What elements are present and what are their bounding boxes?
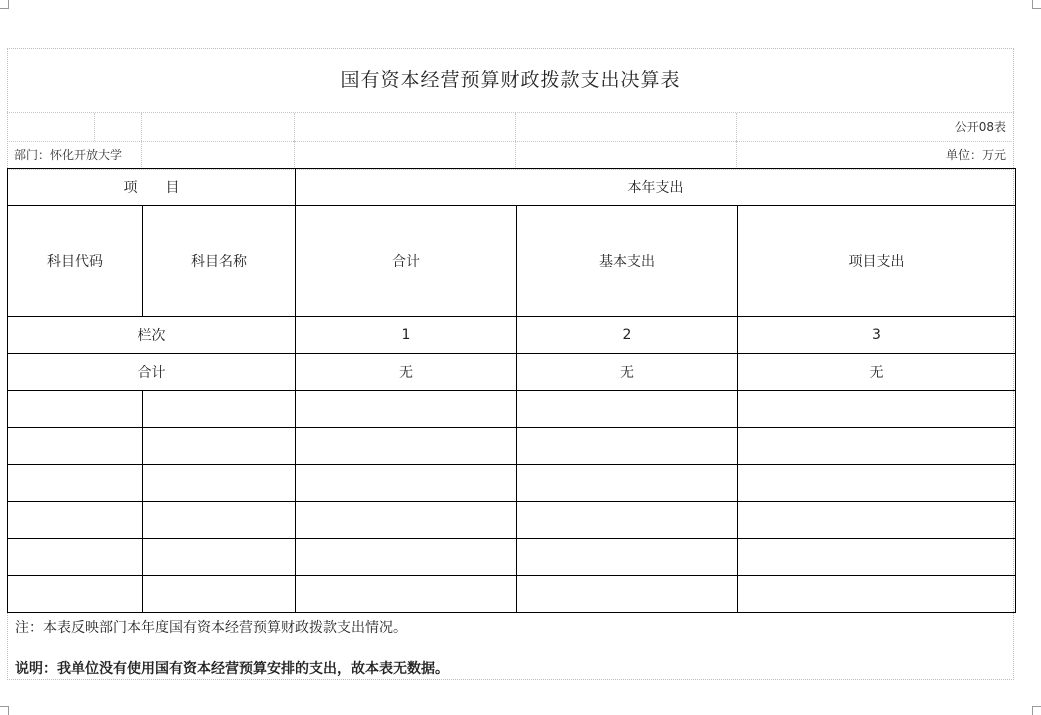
table-row (8, 391, 1016, 428)
table-header-row (8, 169, 1016, 206)
total-value: 无 (296, 354, 517, 391)
header-basic: 基本支出 (517, 206, 738, 317)
table-cell (8, 465, 143, 502)
table-cell (738, 576, 1016, 613)
table-row (8, 502, 1016, 539)
header-total: 合计 (296, 206, 517, 317)
table-cell (296, 465, 517, 502)
table-cell (143, 428, 296, 465)
table-cell (143, 539, 296, 576)
table-cell (738, 428, 1016, 465)
table-cell (738, 391, 1016, 428)
table-row (8, 539, 1016, 576)
table-cell (8, 428, 143, 465)
table-cell (517, 502, 738, 539)
grid-line (515, 113, 516, 141)
header-project: 项目支出 (738, 206, 1016, 317)
table-cell (738, 539, 1016, 576)
table-cell (296, 391, 517, 428)
grid-line (736, 113, 737, 141)
meta-row (7, 113, 1014, 142)
page-corner-mark (1032, 0, 1041, 9)
grid-line (141, 141, 142, 169)
column-number: 2 (517, 317, 738, 354)
column-number-label: 栏次 (8, 317, 296, 354)
table-row (8, 576, 1016, 613)
table-cell (8, 391, 143, 428)
header-item: 项 目 (8, 169, 296, 206)
table-cell (296, 428, 517, 465)
total-row (8, 354, 1016, 391)
total-label: 合计 (8, 354, 296, 391)
grid-line (294, 113, 295, 141)
unit-label: 单位：万元 (945, 148, 1006, 162)
expenditure-table (7, 168, 1016, 613)
header-current-year: 本年支出 (296, 169, 1016, 206)
header-code: 科目代码 (8, 206, 143, 317)
header-name: 科目名称 (143, 206, 296, 317)
meta-row (7, 141, 1014, 170)
meta-grid (7, 112, 1014, 169)
table-cell (8, 576, 143, 613)
page-title: 国有资本经营预算财政拨款支出决算表 (340, 69, 681, 91)
table-header-row (8, 206, 1016, 317)
table-cell (8, 539, 143, 576)
page-corner-mark (1032, 706, 1041, 715)
column-number: 3 (738, 317, 1016, 354)
table-cell (143, 502, 296, 539)
grid-line (94, 113, 95, 141)
department-label: 部门：怀化开放大学 (14, 148, 123, 162)
page-corner-mark (0, 706, 9, 715)
table-row (8, 428, 1016, 465)
table-cell (143, 391, 296, 428)
table-row (8, 465, 1016, 502)
grid-line (294, 141, 295, 169)
page-corner-mark (0, 0, 9, 9)
table-explanation: 说明：我单位没有使用国有资本经营预算安排的支出，故本表无数据。 (15, 661, 449, 677)
column-number: 1 (296, 317, 517, 354)
table-cell (143, 465, 296, 502)
table-cell (517, 465, 738, 502)
table-cell (296, 576, 517, 613)
column-number-row (8, 317, 1016, 354)
total-value: 无 (517, 354, 738, 391)
table-cell (8, 502, 143, 539)
table-note: 注：本表反映部门本年度国有资本经营预算财政拨款支出情况。 (15, 620, 407, 636)
table-cell (738, 465, 1016, 502)
total-value: 无 (738, 354, 1016, 391)
table-cell (517, 391, 738, 428)
form-number: 公开08表 (954, 120, 1006, 134)
table-cell (517, 576, 738, 613)
table-cell (143, 576, 296, 613)
table-cell (517, 539, 738, 576)
table-cell (738, 502, 1016, 539)
table-cell (296, 502, 517, 539)
grid-line (141, 113, 142, 141)
grid-line (515, 141, 516, 169)
grid-line (736, 141, 737, 169)
table-cell (296, 539, 517, 576)
table-cell (517, 428, 738, 465)
